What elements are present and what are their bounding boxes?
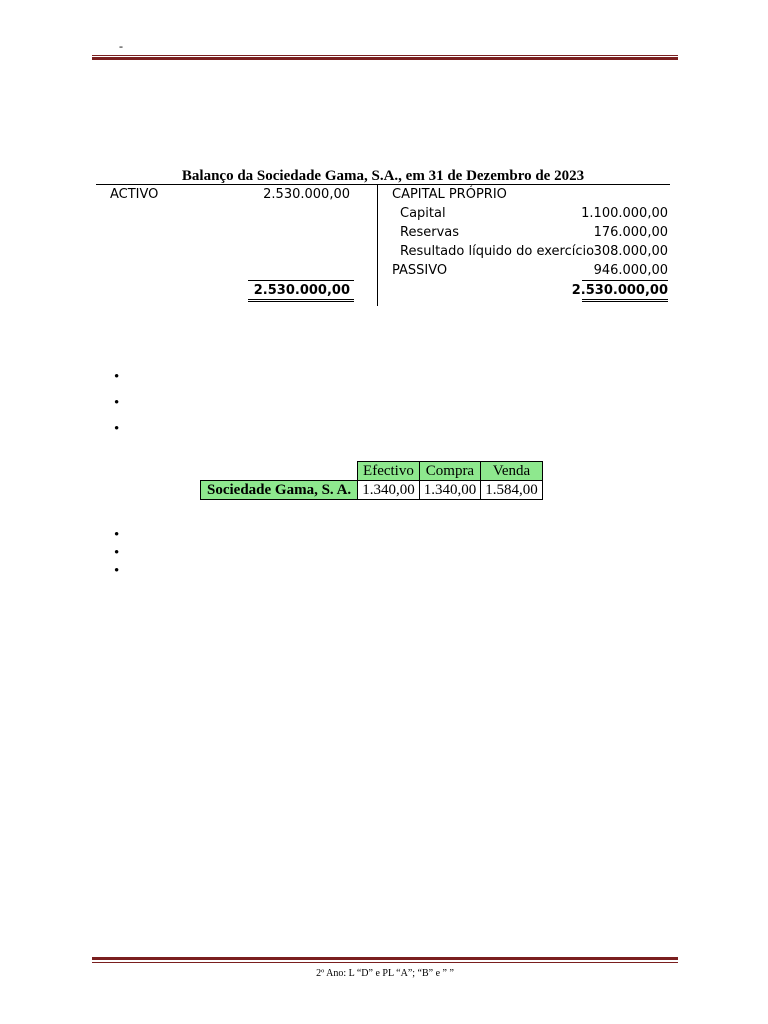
bullet-item: • — [114, 369, 120, 385]
header-mark: - — [119, 39, 123, 53]
equity-item-value: 1.100.000,00 — [581, 206, 668, 221]
row-label: Sociedade Gama, S. A. — [201, 481, 358, 500]
assets-total-line-top — [248, 280, 354, 281]
bullet-item: • — [114, 545, 120, 561]
column-header: Efectivo — [358, 462, 420, 481]
liabilities-label: PASSIVO — [392, 263, 448, 278]
table-cell: 1.340,00 — [358, 481, 420, 500]
column-header: Venda — [481, 462, 543, 481]
footer-rule-thin — [92, 962, 678, 963]
equity-item-label: Reservas — [400, 225, 459, 240]
assets-total-double-line — [248, 301, 354, 302]
table-corner-cell — [201, 462, 358, 481]
table-header-row — [201, 462, 543, 481]
equity-item-label: Capital — [400, 206, 446, 221]
bullet-item: • — [114, 563, 120, 579]
balance-divider — [377, 185, 378, 306]
subtotal-line — [582, 280, 668, 281]
header-rule-thin — [92, 55, 678, 56]
bullet-item: • — [114, 421, 120, 437]
assets-label: ACTIVO — [110, 187, 159, 202]
equity-total-double-line — [582, 299, 668, 300]
header-rule-thick — [92, 57, 678, 60]
equity-item-label: Resultado líquido do exercício — [400, 244, 595, 259]
equity-item-value: 308.000,00 — [593, 244, 668, 259]
assets-value: 2.530.000,00 — [263, 187, 350, 202]
footer-text: 2º Ano: L “D” e PL “A”; “B” e ” ” — [316, 968, 454, 979]
table-cell: 1.340,00 — [419, 481, 481, 500]
column-header: Compra — [419, 462, 481, 481]
equity-liabilities-total: 2.530.000,00 — [571, 283, 668, 298]
equity-item-value: 176.000,00 — [593, 225, 668, 240]
bullet-item: • — [114, 527, 120, 543]
share-price-table — [200, 461, 543, 500]
assets-total-double-line — [248, 299, 354, 300]
balance-title: Balanço da Sociedade Gama, S.A., em 31 de Dezembro de 2023 — [181, 168, 585, 184]
footer-rule-thick — [92, 957, 678, 960]
equity-label: CAPITAL PRÓPRIO — [392, 187, 507, 202]
table-cell: 1.584,00 — [481, 481, 543, 500]
liabilities-value: 946.000,00 — [593, 263, 668, 278]
assets-total: 2.530.000,00 — [253, 283, 350, 298]
balance-top-line — [96, 184, 670, 185]
equity-total-double-line — [582, 301, 668, 302]
table-row — [201, 481, 543, 500]
bullet-item: • — [114, 395, 120, 411]
